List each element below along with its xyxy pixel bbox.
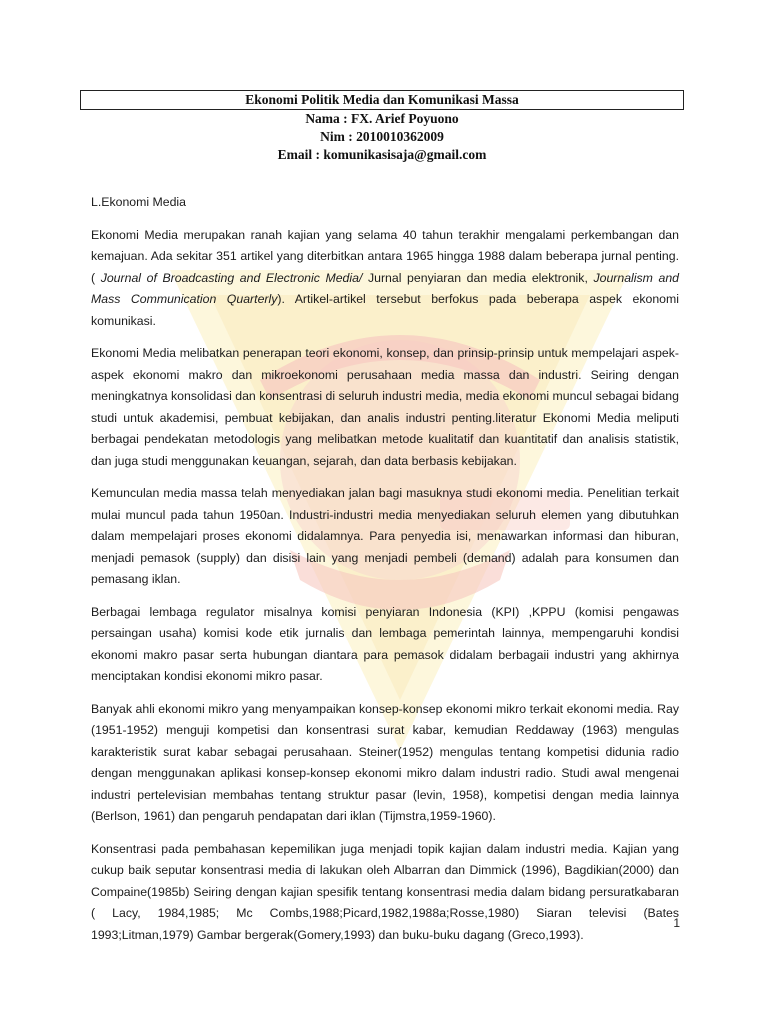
- page-number: 1: [673, 916, 680, 930]
- section-heading: L.Ekonomi Media: [91, 195, 187, 209]
- document-title: Ekonomi Politik Media dan Komunikasi Massa: [245, 92, 519, 107]
- student-number: Nim : 2010010362009: [320, 129, 444, 144]
- paragraph-6: Konsentrasi pada pembahasan kepemilikan juga menjadi topik kajian dalam industri media. Kajian yang cukup baik seputar konsentrasi media di lakukan oleh Albarran dan Dimmick (1996), Bagdikian(2000) dan Compaine(1985b) Seiring dengan kajian spesifik tentang konsentrasi media dalam bidang persuratkabaran ( Lacy, 1984,1985; Mc Combs,1988;Picard,1982,1988a;Rosse,1980) Siaran televisi (Bates 1993;Litman,1979) Gambar bergerak(Gomery,1993) dan buku-buku dagang (Greco,1993).: [91, 841, 679, 942]
- journal-title-broadcasting: Journal of Broadcasting and Electronic Media/: [100, 270, 363, 285]
- journal-title-journalism: Journalism and Mass Communication Quarterly: [91, 270, 680, 306]
- paragraph-5: Banyak ahli ekonomi mikro yang menyampaikan konsep-konsep ekonomi mikro terkait ekonomi media. Ray (1951-1952) menguji kompetisi dan konsentrasi surat kabar, kemudian Reddaway (1963) mengulas karakteristik surat kabar sebagai perusahaan. Steiner(1952) mengulas tentang kompetisi didunia radio dengan menggunakan aplikasi konsep-konsep ekonomi mikro dalam industri radio. Studi awal mengenai industri pertelevisian membahas tentang struktur pasar (levin, 1958), kompetisi dengan media lainnya (Berlson, 1961) dan pengaruh pendapatan dari iklan (Tijmstra,1959-1960).: [91, 701, 679, 823]
- paragraph-1-text-c: Jurnal penyiaran dan media elektronik,: [362, 270, 594, 285]
- paragraph-3: Kemunculan media massa telah menyediakan jalan bagi masuknya studi ekonomi media. Penelitian terkait mulai muncul pada tahun 1950an. Industri-industri media menyediakan seluruh elemen yang dibutuhkan dalam mempelajari proses ekonomi didalamnya. Para penyedia isi, menawarkan informasi dan hiburan, menjadi pemasok (supply) dan disisi lain yang menjadi pembeli (demand) adalah para konsumen dan pemasang iklan.: [91, 486, 679, 586]
- author-name: Nama : FX. Arief Poyuono: [305, 111, 459, 126]
- paragraph-2: Ekonomi Media melibatkan penerapan teori ekonomi, konsep, dan prinsip-prinsip untuk mempelajari aspek-aspek ekonomi makro dan mikroekonomi perusahaan media massa dan industri. Seiring dengan meningkatnya konsolidasi dan konsentrasi di seluruh industri media, media ekonomi muncul sebagai bidang studi untuk akademisi, pembuat kebijakan, dan analis industri penting.literatur Ekonomi Media meliputi berbagai pendekatan metodologis yang melibatkan metode kualitatif dan kuantitatif dan analisis statistik, dan juga studi menggunakan keuangan, sejarah, dan data berbasis kebijakan.: [91, 346, 679, 468]
- paragraph-1: [91, 225, 679, 333]
- document-body: [91, 192, 679, 957]
- paragraph-1-text-e: ). Artikel-artikel tersebut berfokus pada beberapa aspek ekonomi komunikasi.: [91, 292, 679, 328]
- paragraph-4: Berbagai lembaga regulator misalnya komisi penyiaran Indonesia (KPI) ,KPPU (komisi pengawas persaingan usaha) komisi kode etik jurnalis dan lembaga pemerintah lainnya, mempengaruhi kondisi ekonomi makro pasar serta hubungan diantara para pemasok didalam berbagaii industri yang akhirnya menciptakan kondisi ekonomi mikro pasar.: [91, 604, 679, 683]
- author-email: Email : komunikasisaja@gmail.com: [277, 147, 487, 162]
- paragraph-1-text-a: Ekonomi Media merupakan ranah kajian yang selama 40 tahun terakhir mengalami perkembangan dan kemajuan. Ada sekitar 351 artikel yang diterbitkan antara 1965 hingga 1988 dalam beberapa jurnal penting. (: [91, 227, 679, 285]
